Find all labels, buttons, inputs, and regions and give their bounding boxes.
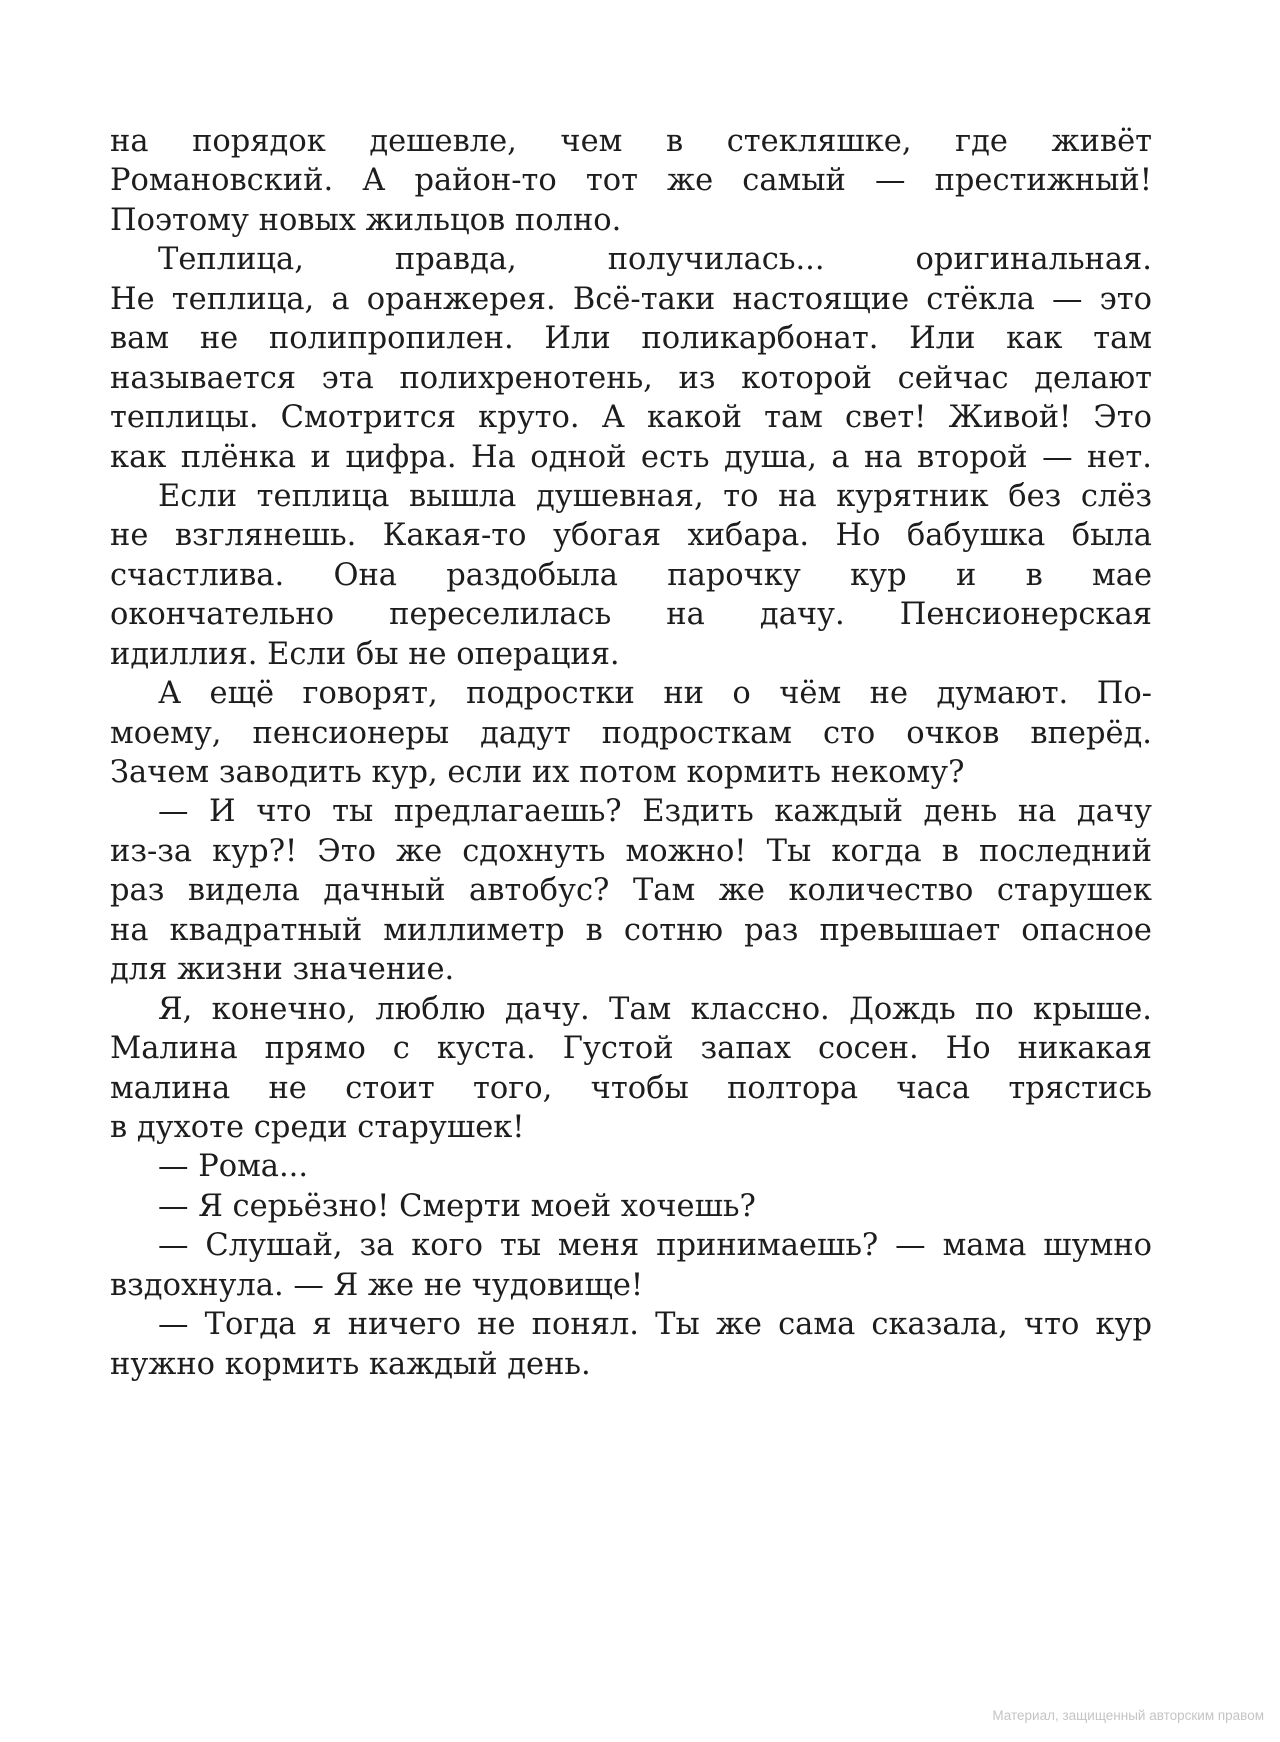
- text-line: — Я серьёзно! Смерти моей хочешь?: [158, 1188, 756, 1224]
- text-line: Романовский. А район-то тот же самый — престижный!: [110, 163, 1152, 199]
- text-line: на порядок дешевле, чем в стекляшке, где живёт: [110, 124, 1152, 159]
- text-line: вам не полипропилен. Или поликарбонат. Или как там: [110, 321, 1152, 357]
- text-line: моему, пенсионеры дадут подросткам сто очков вперёд.: [110, 715, 1152, 751]
- text-line: Если теплица вышла душевная, то на курятник без слёз: [158, 478, 1152, 514]
- text-line: Малина прямо с куста. Густой запах сосен. Но никакая: [110, 1031, 1152, 1067]
- text-line: Теплица, правда, получилась... оригинальная.: [158, 242, 1152, 278]
- copyright-watermark: Материал, защищенный авторским правом: [992, 1708, 1264, 1723]
- text-line: — Рома...: [158, 1149, 309, 1185]
- text-line: идиллия. Если бы не операция.: [110, 636, 620, 672]
- text-line: для жизни значение.: [110, 952, 455, 988]
- text-line: окончательно переселилась на дачу. Пенсионерская: [110, 597, 1152, 633]
- text-line: теплицы. Смотрится круто. А какой там свет! Живой! Это: [110, 400, 1152, 436]
- text-line: как плёнка и цифра. На одной есть душа, а на второй — нет.: [110, 439, 1152, 475]
- text-line: счастлива. Она раздобыла парочку кур и в мае: [110, 557, 1152, 593]
- text-line: в духоте среди старушек!: [110, 1109, 525, 1145]
- text-line: — И что ты предлагаешь? Ездить каждый день на дачу: [158, 794, 1152, 830]
- text-line: — Тогда я ничего не понял. Ты же сама сказала, что кур: [158, 1307, 1152, 1343]
- text-line: называется эта полихренотень, из которой сейчас делают: [110, 360, 1152, 396]
- text-line: раз видела дачный автобус? Там же количество старушек: [110, 873, 1152, 909]
- book-page-text: [110, 122, 1152, 1384]
- text-line: не взглянешь. Какая-то убогая хибара. Но бабушка была: [110, 518, 1152, 554]
- text-line: нужно кормить каждый день.: [110, 1346, 591, 1382]
- text-line: на квадратный миллиметр в сотню раз превышает опасное: [110, 912, 1152, 948]
- text-line: Зачем заводить кур, если их потом кормить некому?: [110, 755, 965, 790]
- text-line: Я, конечно, люблю дачу. Там классно. Дождь по крыше.: [158, 991, 1152, 1027]
- text-line: Поэтому новых жильцов полно.: [110, 202, 622, 238]
- text-line: Не теплица, а оранжерея. Всё-таки настоящие стёкла — это: [110, 281, 1152, 317]
- text-line: вздохнула. — Я же не чудовище!: [110, 1267, 644, 1303]
- text-line: малина не стоит того, чтобы полтора часа трястись: [110, 1070, 1152, 1106]
- text-line: — Слушай, за кого ты меня принимаешь? — мама шумно: [158, 1228, 1152, 1264]
- text-line: из-за кур?! Это же сдохнуть можно! Ты когда в последний: [110, 833, 1152, 869]
- text-line: А ещё говорят, подростки ни о чём не думают. По-: [158, 676, 1152, 712]
